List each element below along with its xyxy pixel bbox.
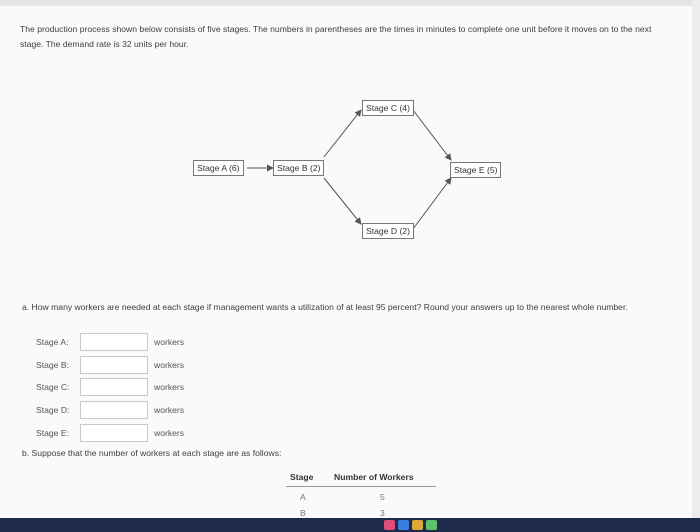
table-divider <box>286 486 436 487</box>
problem-intro: The production process shown below consists of five stages. The numbers in parentheses are the times in minutes to complete one unit before it moves on to the next stage. The demand rate is 32 units per hour. <box>20 24 652 49</box>
stage-d-label: Stage D: <box>36 405 70 415</box>
stage-e-input[interactable] <box>80 424 148 442</box>
app-icon[interactable] <box>384 520 395 530</box>
stage-c-box: Stage C (4) <box>362 100 414 116</box>
arrow-c-to-e <box>413 110 451 160</box>
question-a: a. How many workers are needed at each stage if management wants a utilization of at least 95 percent? Round your answers up to the nearest whole number. <box>22 302 628 312</box>
arrow-d-to-e <box>413 178 451 229</box>
stage-d-unit: workers <box>154 405 185 415</box>
taskbar <box>0 518 700 532</box>
stage-e-box: Stage E (5) <box>450 162 501 178</box>
stage-b-unit: workers <box>154 360 185 370</box>
table-header-stage: Stage <box>290 472 314 482</box>
stage-b-input[interactable] <box>80 356 148 374</box>
app-icon[interactable] <box>398 520 409 530</box>
table-row-b-stage: B <box>300 508 306 518</box>
stage-a-unit: workers <box>154 337 185 347</box>
stage-c-unit: workers <box>154 382 185 392</box>
stage-a-input[interactable] <box>80 333 148 351</box>
app-icon[interactable] <box>412 520 423 530</box>
stage-a-box: Stage A (6) <box>193 160 244 176</box>
arrow-b-to-c <box>324 110 361 157</box>
app-icon[interactable] <box>426 520 437 530</box>
stage-e-unit: workers <box>154 428 185 438</box>
stage-b-box: Stage B (2) <box>273 160 324 176</box>
stage-e-label: Stage E: <box>36 428 69 438</box>
table-header-workers: Number of Workers <box>334 472 414 482</box>
table-row-a-workers: 5 <box>380 492 385 502</box>
stage-c-label: Stage C: <box>36 382 70 392</box>
stage-b-label: Stage B: <box>36 360 69 370</box>
stage-d-input[interactable] <box>80 401 148 419</box>
arrow-b-to-d <box>324 178 361 224</box>
table-row-a-stage: A <box>300 492 306 502</box>
stage-a-label: Stage A: <box>36 337 69 347</box>
stage-c-input[interactable] <box>80 378 148 396</box>
question-b: b. Suppose that the number of workers at each stage are as follows: <box>22 448 282 458</box>
table-row-b-workers: 3 <box>380 508 385 518</box>
stage-d-box: Stage D (2) <box>362 223 414 239</box>
